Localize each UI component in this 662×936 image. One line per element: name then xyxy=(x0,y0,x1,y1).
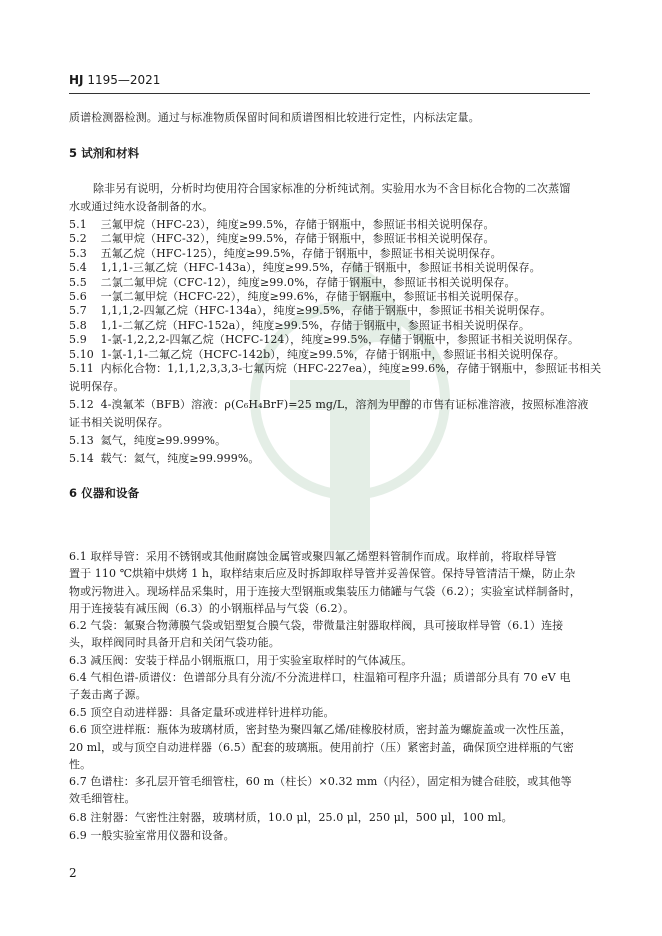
list-line: 6.1 取样导管：采用不锈钢或其他耐腐蚀金属管或聚四氟乙烯塑料管制作而成。取样前，将取样导管 xyxy=(69,550,557,563)
list-item: 5.3 五氟乙烷（HFC-125），纯度≥99.5%，存储于钢瓶中，参照证书相关说明保存。 xyxy=(69,246,502,260)
list-item: 5.6 一氯二氟甲烷（HCFC-22），纯度≥99.6%，存储于钢瓶中，参照证书相关说明保存。 xyxy=(69,290,526,303)
section-5-para-line2: 水或通过纯水设备制备的水。 xyxy=(69,200,214,213)
list-item: 5.1 三氟甲烷（HFC-23），纯度≥99.5%，存储于钢瓶中，参照证书相关说明保存。 xyxy=(69,218,495,231)
item-5-13: 5.13 氦气，纯度≥99.999%。 xyxy=(69,434,227,447)
list-line: 6.6 顶空进样瓶：瓶体为玻璃材质，密封垫为聚四氟乙烯/硅橡胶材质，密封盖为螺旋盖或一次性压盖， xyxy=(69,723,572,736)
item-5-14: 5.14 载气：氦气，纯度≥99.999%。 xyxy=(69,452,260,465)
list-line: 6.2 气袋：氟聚合物薄膜气袋或铝塑复合膜气袋，带微量注射器取样阀，具可接取样导管（6.1）连接 xyxy=(69,619,564,632)
list-line: 20 ml，或与顶空自动进样器（6.5）配套的玻璃瓶。使用前拧（压）紧密封盖，确保顶空进样瓶的气密 xyxy=(69,741,574,754)
list-line: 置于 110 ℃烘箱中烘烤 1 h，取样结束后应及时拆卸取样导管并妥善保管。保持导管清洁干燥，防止杂 xyxy=(69,567,576,580)
intro-text: 质谱检测器检测。通过与标准物质保留时间和质谱图相比较进行定性，内标法定量。 xyxy=(69,111,480,124)
list-item: 5.9 1-氯-1,2,2,2-四氟乙烷（HCFC-124），纯度≥99.5%，存储于钢瓶中，参照证书相关说明保存。 xyxy=(69,333,580,347)
list-item: 5.8 1,1-二氟乙烷（HFC-152a），纯度≥99.5%，存储于钢瓶中，参照证书相关说明保存。 xyxy=(69,318,530,332)
list-item: 5.7 1,1,1,2-四氟乙烷（HFC-134a），纯度≥99.5%，存储于钢瓶中，参照证书相关说明保存。 xyxy=(69,304,552,318)
list-item: 5.11 内标化合物：1,1,1,2,3,3,3-七氟丙烷（HFC-227ea），纯度≥99.6%，存储于钢瓶中，参照证书相关 xyxy=(69,362,602,375)
list-line: 6.9 一般实验室常用仪器和设备。 xyxy=(69,829,235,842)
list-line: 头，取样阀同时具备开启和关闭气袋功能。 xyxy=(69,636,280,649)
section-5-para-line1: 除非另有说明，分析时均使用符合国家标准的分析纯试剂。实验用水为不含目标化合物的二次蒸馏 xyxy=(93,182,571,195)
list-item: 5.4 1,1,1-三氟乙烷（HFC-143a），纯度≥99.5%，存储于钢瓶中，参照证书相关说明保存。 xyxy=(69,261,541,275)
list-line: 物或污物进入。现场样品采集时，用于连接大型钢瓶或集装压力储罐与气袋（6.2）；实验室试样制备时， xyxy=(69,585,581,598)
list-line: 效毛细管柱。 xyxy=(69,792,136,805)
list-line: 性。 xyxy=(69,758,92,771)
item-5-12-cont: 证书相关说明保存。 xyxy=(69,416,169,429)
list-line: 6.5 顶空自动进样器：具备定量环或进样针进样功能。 xyxy=(69,706,335,719)
section-5-title: 5 试剂和材料 xyxy=(69,146,140,160)
list-line: 6.3 减压阀：安装于样品小钢瓶瓶口，用于实验室取样时的气体减压。 xyxy=(69,654,413,667)
list-item: 5.10 1-氯-1,1-二氟乙烷（HCFC-142b），纯度≥99.5%，存储于钢瓶中，参照证书相关说明保存。 xyxy=(69,347,565,361)
list-line: 6.8 注射器：气密性注射器，玻璃材质，10.0 μl，25.0 μl，250 μl，500 μl，100 ml。 xyxy=(69,811,513,824)
list-line: 用于连接装有减压阀（6.3）的小钢瓶样品与气袋（6.2）。 xyxy=(69,602,355,615)
standard-code: HJ 1195—2021 xyxy=(69,73,161,87)
list-line: 6.7 色谱柱：多孔层开管毛细管柱，60 m（柱长）×0.32 mm（内径），固定相为键合硅胶，或其他等 xyxy=(69,775,572,788)
item-5-11-cont: 说明保存。 xyxy=(69,380,125,393)
page-number: 2 xyxy=(69,866,77,880)
list-line: 子轰击离子源。 xyxy=(69,688,147,701)
list-item: 5.2 二氟甲烷（HFC-32），纯度≥99.5%，存储于钢瓶中，参照证书相关说明保存。 xyxy=(69,232,495,246)
list-item: 5.5 二氯二氟甲烷（CFC-12），纯度≥99.0%，存储于钢瓶中，参照证书相关说明保存。 xyxy=(69,275,516,289)
header-rule xyxy=(69,93,590,94)
list-line: 6.4 气相色谱-质谱仪：色谱部分具有分流/不分流进样口，柱温箱可程序升温；质谱部分具有 70 eV 电 xyxy=(69,671,571,684)
item-5-12: 5.12 4-溴氟苯（BFB）溶液：ρ(C₆H₄BrF)=25 mg/L，溶剂为甲醇的市售有证标准溶液，按照标准溶液 xyxy=(69,398,589,411)
section-6-title: 6 仪器和设备 xyxy=(69,486,140,500)
